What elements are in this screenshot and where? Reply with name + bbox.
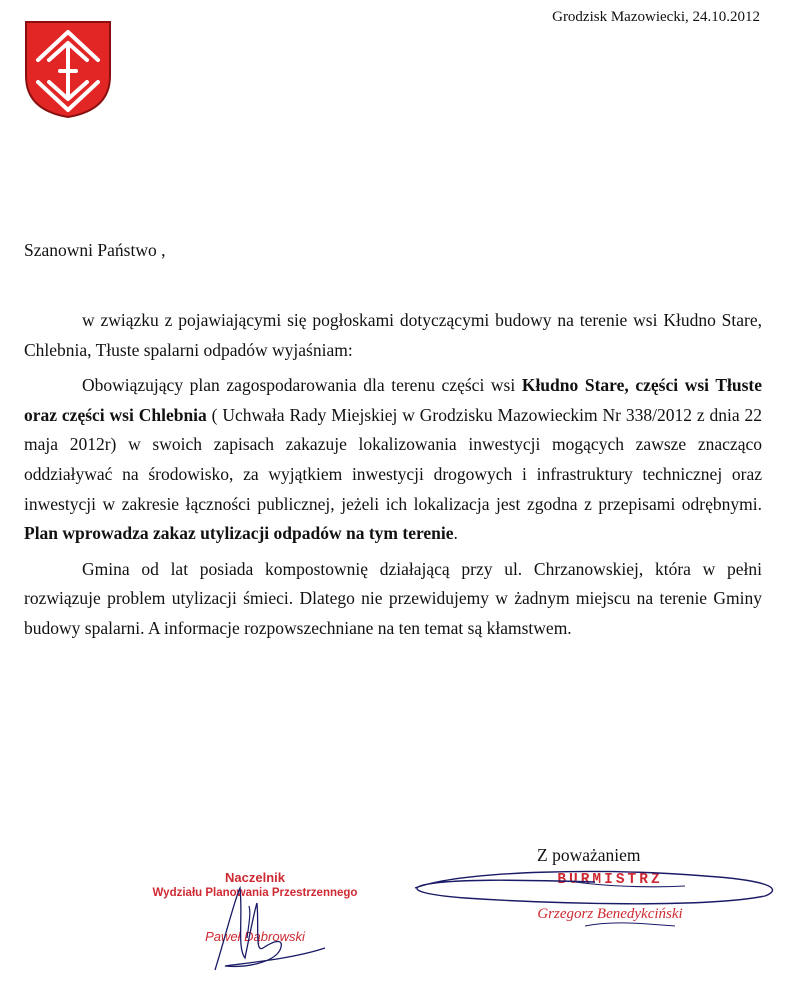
paragraph-3: Gmina od lat posiada kompostownię działającą przy ul. Chrzanowskiej, która w pełni rozwiązuje problem utylizacji śmieci. Dlatego nie przewidujemy w żadnym miejscu na terenie Gminy budowy spalarni. A informacje rozpowszechniane na ten temat są kłamstwem. bbox=[24, 558, 762, 638]
paragraph-2-text: Obowiązujący plan zagospodarowania dla terenu części wsi bbox=[82, 375, 522, 396]
department-name: Wydziału Planowania Przestrzennego bbox=[152, 887, 358, 899]
paragraph-1: w związku z pojawiającymi się pogłoskami dotyczącymi budowy na terenie wsi Kłudno Stare, Chlebnia, Tłuste spalarni odpadów wyjaśniam: bbox=[24, 310, 762, 360]
mayor-title: BURMISTRZ bbox=[557, 872, 663, 888]
coat-of-arms-icon bbox=[22, 18, 114, 120]
paragraph-2-villages: Kłudno Stare, części wsi Tłuste oraz części wsi Chlebnia bbox=[24, 375, 762, 425]
department-head-signature bbox=[185, 878, 335, 978]
salutation: Szanowni Państwo , bbox=[24, 240, 166, 260]
department-head-title: Naczelnik bbox=[225, 870, 285, 885]
department-head-name: Paweł Dąbrowski bbox=[205, 929, 305, 944]
letter-body bbox=[24, 306, 762, 644]
place-and-date: Grodzisk Mazowiecki, 24.10.2012 bbox=[552, 9, 760, 25]
paragraph-2-end: . bbox=[453, 523, 458, 544]
paragraph-2-ban: Plan wprowadza zakaz utylizacji odpadów na tym terenie bbox=[24, 523, 454, 544]
mayor-signature bbox=[405, 868, 790, 948]
mayor-name: Grzegorz Benedykciński bbox=[537, 906, 683, 922]
paragraph-2-resolution: ( Uchwała Rady Miejskiej w Grodzisku Mazowieckim Nr 338/2012 z dnia 22 maja 2012r) w swoich zapisach zakazuje lokalizowania inwestycji mogących zawsze znacząco oddziaływać na środowisko, za wyjątkiem inwestycji drogowych i infrastruktury technicznej oraz inwestycji w zakresie łączności publicznej, jeżeli ich lokalizacja jest zgodna z przepisami odrębnymi. bbox=[24, 404, 762, 514]
closing: Z poważaniem bbox=[537, 845, 641, 865]
paragraph-2 bbox=[24, 371, 762, 549]
